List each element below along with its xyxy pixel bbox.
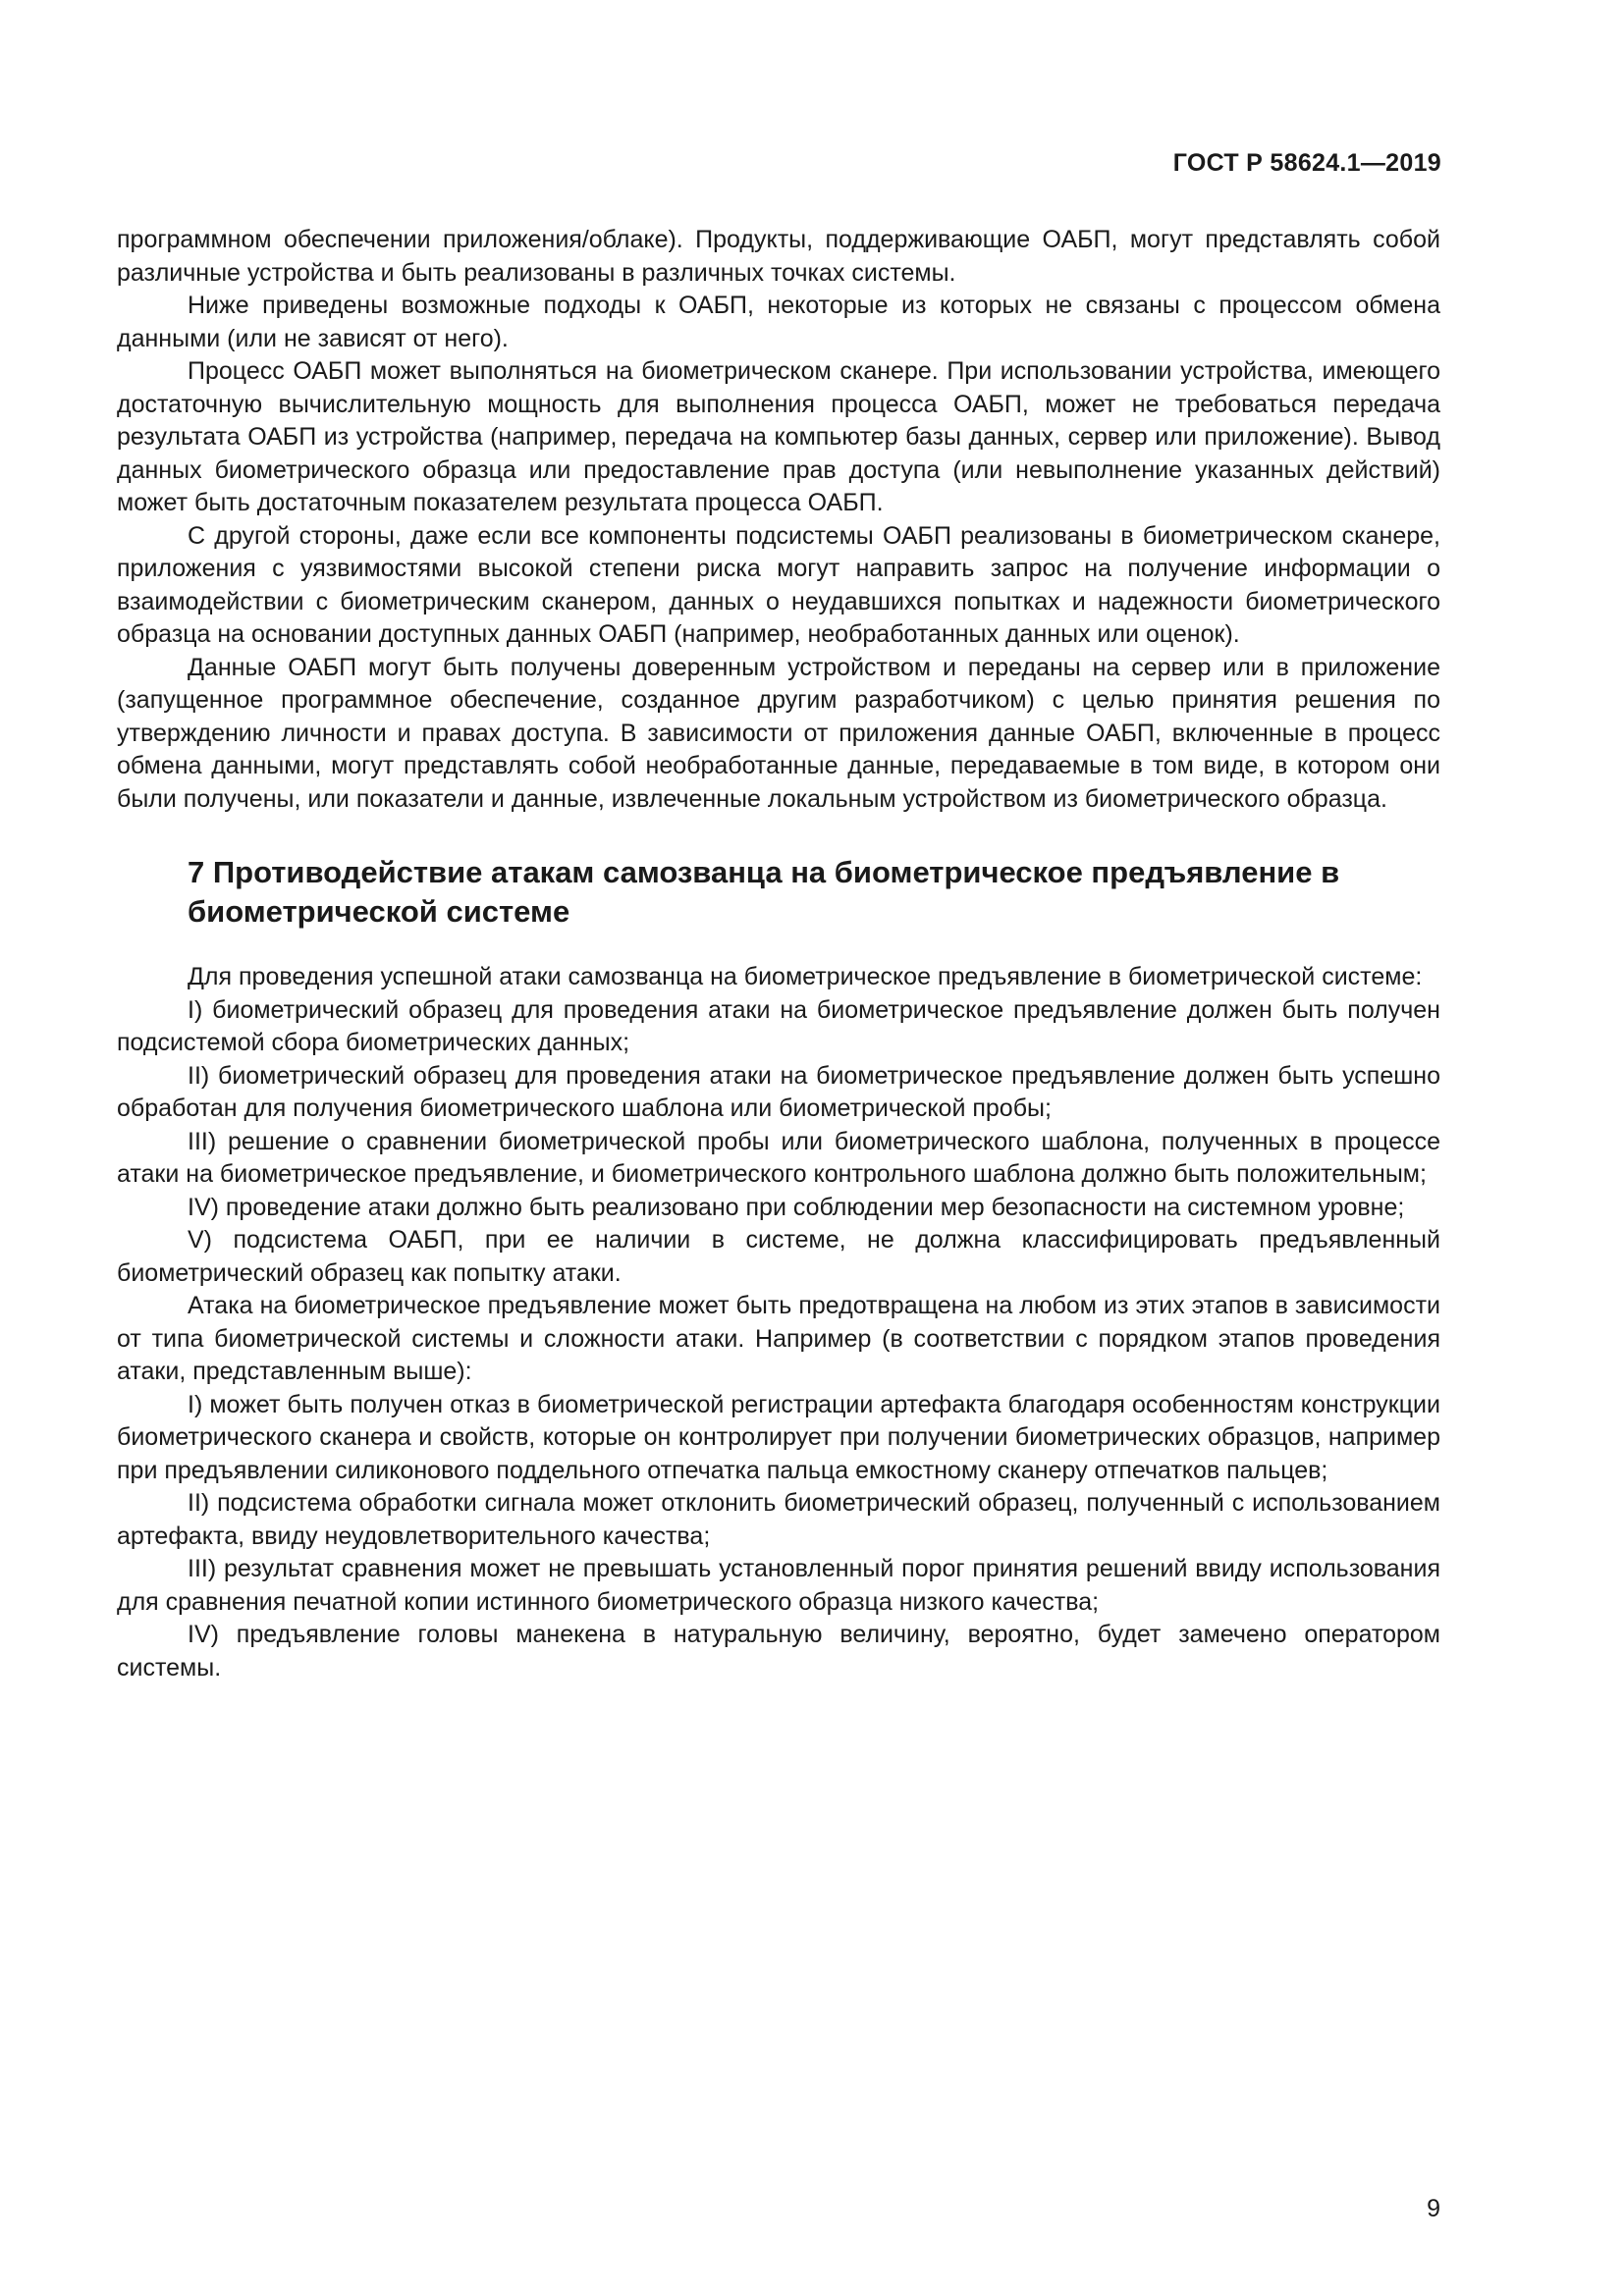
list-item: III) решение о сравнении биометрической пробы или биометрического шаблона, полученных в процессе атаки на биометрическое предъявление, и биометрического контрольного шаблона должно быть положительным; xyxy=(117,1127,1440,1188)
paragraph: Данные ОАБП могут быть получены доверенным устройством и переданы на сервер или в приложение (запущенное программное обеспечение, созданное другим разработчиком) с целью принятия решения по утверждению личности и правах доступа. В зависимости от приложения данные ОАБП, включенные в процесс обмена данными, могут представлять собой необработанные данные, передаваемые в том виде, в котором они были получены, или показатели и данные, извлеченные локальным устройством из биометрического образца. xyxy=(117,653,1440,813)
paragraph: Атака на биометрическое предъявление может быть предотвращена на любом из этих этапов в зависимости от типа биометрической системы и сложности атаки. Например (в соответствии с порядком этапов проведения атаки, представленным выше): xyxy=(117,1292,1440,1385)
paragraph: Для проведения успешной атаки самозванца на биометрическое предъявление в биометрической системе: xyxy=(188,963,1423,990)
page-body xyxy=(117,224,1440,1684)
list-item: IV) предъявление головы манекена в натуральную величину, вероятно, будет замечено оператором системы. xyxy=(117,1621,1440,1682)
list-item: IV) проведение атаки должно быть реализовано при соблюдении мер безопасности на системном уровне; xyxy=(188,1193,1405,1221)
list-item: III) результат сравнения может не превышать установленный порог принятия решений ввиду использования для сравнения печатной копии истинного биометрического образца низкого качества; xyxy=(117,1555,1440,1616)
paragraph: Ниже приведены возможные подходы к ОАБП, некоторые из которых не связаны с процессом обмена данными (или не зависят от него). xyxy=(117,292,1440,352)
paragraph: программном обеспечении приложения/облаке). Продукты, поддерживающие ОАБП, могут представлять собой различные устройства и быть реализованы в различных точках системы. xyxy=(117,226,1440,287)
section-heading: 7 Противодействие атакам самозванца на биометрическое предъявление в биометрической системе xyxy=(188,855,1340,929)
list-item: I) может быть получен отказ в биометрической регистрации артефакта благодаря особенностям конструкции биометрического сканера и свойств, которые он контролирует при получении биометрических образцов, например при предъявлении силиконового поддельного отпечатка пальца емкостному сканеру отпечатков пальцев; xyxy=(117,1390,1440,1484)
list-item: II) биометрический образец для проведения атаки на биометрическое предъявление должен быть успешно обработан для получения биометрического шаблона или биометрической пробы; xyxy=(117,1061,1440,1122)
list-item: V) подсистема ОАБП, при ее наличии в системе, не должна классифицировать предъявленный биометрический образец как попытку атаки. xyxy=(117,1226,1440,1287)
document-code: ГОСТ Р 58624.1—2019 xyxy=(1172,149,1441,177)
list-item: II) подсистема обработки сигнала может отклонить биометрический образец, полученный с использованием артефакта, ввиду неудовлетворительного качества; xyxy=(117,1489,1440,1550)
paragraph: С другой стороны, даже если все компоненты подсистемы ОАБП реализованы в биометрическом сканере, приложения с уязвимостями высокой степени риска могут направить запрос на получение информации о взаимодействии с биометрическим сканером, данных о неудавшихся попытках и надежности биометрического образца на основании доступных данных ОАБП (например, необработанных данных или оценок). xyxy=(117,521,1440,648)
list-item: I) биометрический образец для проведения атаки на биометрическое предъявление должен быть получен подсистемой сбора биометрических данных; xyxy=(117,995,1440,1056)
page-number: 9 xyxy=(1427,2195,1440,2222)
paragraph: Процесс ОАБП может выполняться на биометрическом сканере. При использовании устройства, имеющего достаточную вычислительную мощность для выполнения процесса ОАБП, может не требоваться передача результата ОАБП из устройства (например, передача на компьютер базы данных, сервер или приложение). Вывод данных биометрического образца или предоставление прав доступа (или невыполнение указанных действий) может быть достаточным показателем результата процесса ОАБП. xyxy=(117,357,1440,516)
